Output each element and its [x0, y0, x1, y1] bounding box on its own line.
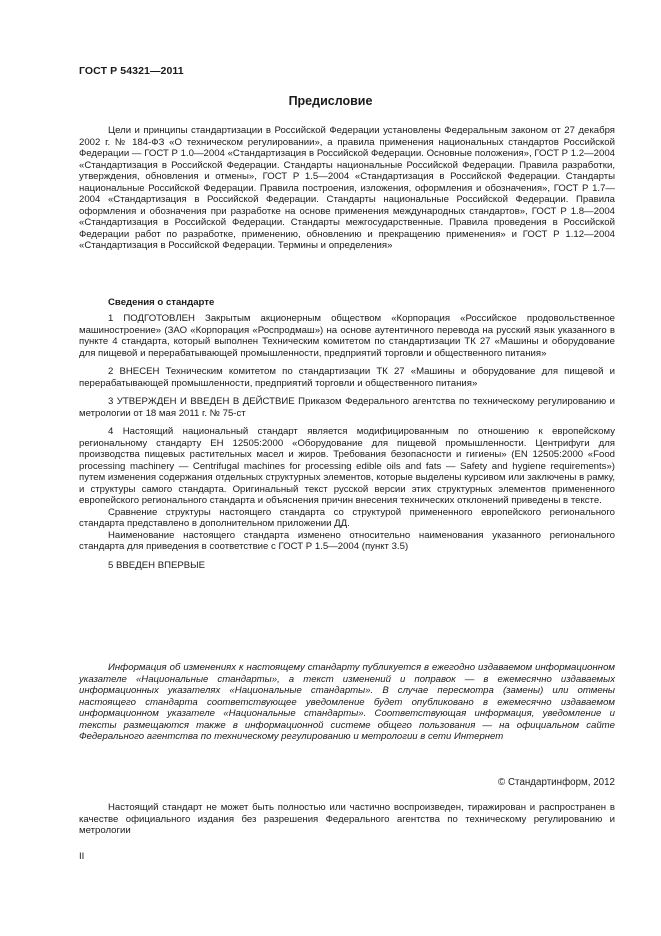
reproduction-section: [79, 802, 615, 837]
item-2-introduced: 2 ВНЕСЕН Техническим комитетом по стандартизации ТК 27 «Машины и оборудование для пищевой и перерабатывающей промышленности, предприятий торговли и общественного питания»: [79, 366, 615, 389]
item-4-name-change: Наименование настоящего стандарта изменено относительно наименования указанного регионального стандарта для приведения в соответствие с ГОСТ Р 1.5—2004 (пункт 3.5): [79, 529, 615, 552]
changes-notice: Информация об изменениях к настоящему стандарту публикуется в ежегодно издаваемом информационном указателе «Национальные стандарты», а текст изменений и поправок — в ежемесячно издаваемых информационных указателях «Национальные стандарты». В случае пересмотра (замены) или отмены настоящего стандарта соответствующее уведомление будет опубликовано в ежемесячно издаваемом информационном указателе «Национальные стандарты». Соответствующая информация, уведомление и тексты размещаются также в информационной системе общего пользования — на официальном сайте Федерального агентства по техническому регулированию и метрологии в сети Интернет: [79, 662, 615, 742]
changes-notice-section: [79, 662, 615, 743]
intro-paragraph: Цели и принципы стандартизации в Российской Федерации установлены Федеральным законом от 27 декабря 2002 г. № 184-ФЗ «О техническом регулировании», а правила применения национальных стандартов Российской Федерации — ГОСТ Р 1.0—2004 «Стандартизация в Российской Федерации. Основные положения», ГОСТ Р 1.2—2004 «Стандартизация в Российской Федерации. Стандарты национальные Российской Федерации. Правила разработки, утверждения, обновления и отмены», ГОСТ Р 1.5—2004 «Стандартизация в Российской Федерации. Стандарты национальные Российской Федерации. Правила построения, изложения, оформления и обозначения», ГОСТ Р 1.7—2004 «Стандартизация в Российской Федерации. Стандарты национальные Российской Федерации. Правила оформления и обозначения при разработке на основе применения международных стандартов», ГОСТ Р 1.8—2004 «Стандартизация в Российской Федерации. Стандарты межгосударственные. Правила проведения в Российской Федерации работ по разработке, применению, обновлению и прекращению применения» и ГОСТ Р 1.12—2004 «Стандартизация в Российской Федерации. Термины и определения»: [79, 125, 615, 251]
reproduction-notice: Настоящий стандарт не может быть полностью или частично воспроизведен, тиражирован и распространен в качестве официального издания без разрешения Федерального агентства по техническому регулированию и метрологии: [79, 802, 615, 836]
copyright: © Стандартинформ, 2012: [498, 777, 615, 788]
item-3-approved: 3 УТВЕРЖДЕН И ВВЕДЕН В ДЕЙСТВИЕ Приказом Федерального агентства по техническому регулированию и метрологии от 18 мая 2011 г. № 75-ст: [79, 396, 615, 419]
standard-info-section: [79, 313, 615, 571]
info-heading: Сведения о стандарте: [108, 297, 215, 308]
page-number: II: [79, 851, 85, 862]
intro-section: [79, 125, 615, 252]
document-code-header: ГОСТ Р 54321—2011: [79, 65, 184, 77]
item-4-modified: 4 Настоящий национальный стандарт является модифицированным по отношению к европейскому региональному стандарту ЕН 12505:2000 «Оборудование для пищевой промышленности. Центрифуги для производства пищевых растительных масел и жиров. Требования безопасности и гигиены» (EN 12505:2000 «Food processing machinery — Centrifugal machines for processing edible oils and fats — Safety and hygiene requirements») путем изменения содержания отдельных структурных элементов, которые выделены курсивом или заключены в рамку, и структуры самого стандарта. Оригинальный текст русской версии этих структурных элементов примененного европейского регионального стандарта и объяснения причин внесения технических отклонений приведены в тексте.: [79, 426, 615, 506]
page-title: Предисловие: [288, 94, 373, 108]
item-5-first-introduced: 5 ВВЕДЕН ВПЕРВЫЕ: [108, 559, 206, 571]
item-4-structure-comparison: Сравнение структуры настоящего стандарта со структурой примененного европейского регионального стандарта представлено в дополнительном приложении ДД.: [79, 506, 615, 529]
item-1-prepared: 1 ПОДГОТОВЛЕН Закрытым акционерным обществом «Корпорация «Российское продовольственное машиностроение» (ЗАО «Корпорация «Роспродмаш») на основе аутентичного перевода на русский язык указанного в пункте 4 стандарта, который выполнен Техническим комитетом по стандартизации ТК 27 «Машины и оборудование для пищевой и перерабатывающей промышленности, предприятий торговли и общественного питания»: [79, 313, 615, 359]
